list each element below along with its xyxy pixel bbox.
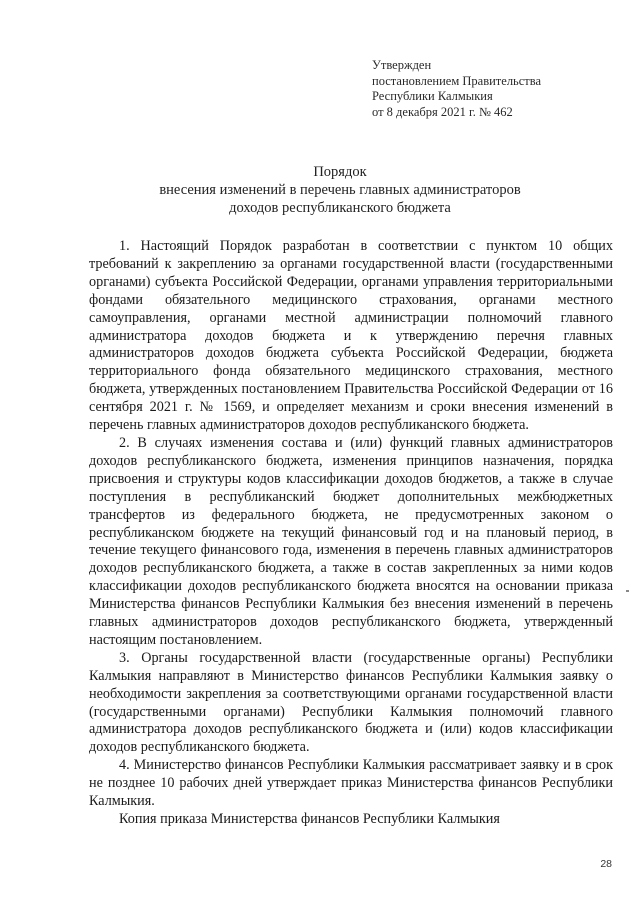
scan-mark xyxy=(626,590,629,592)
title-heading: Порядок xyxy=(313,164,367,180)
document-body xyxy=(89,238,613,829)
paragraph-2: 2. В случаях изменения состава и (или) функций главных администраторов доходов республиканского бюджета, изменения принципов назначения, порядка присвоения и структуры кодов классификации доходов бюджетов, а также в случае поступления в республиканский бюджет дополнительных межбюджетных трансфертов из федерального бюджета, не предусмотренных законом о республиканском бюджете на текущий финансовый год и на плановый период, в течение текущего финансового года, изменения в перечень главных администраторов доходов республиканского бюджета, а также в состав закрепленных за ними кодов классификации доходов республиканского бюджета вносятся на основании приказа Министерства финансов Республики Калмыкия без внесения изменений в перечень главных администраторов доходов республиканского бюджета, утвержденный настоящим постановлением. xyxy=(89,434,613,648)
title-subtitle-line-1: внесения изменений в перечень главных администраторов xyxy=(159,182,521,198)
approval-line-approved: Утвержден xyxy=(372,58,432,72)
paragraph-4: 4. Министерство финансов Республики Калмыкия рассматривает заявку и в срок не позднее 10 рабочих дней утверждает приказ Министерства финансов Республики Калмыкия. xyxy=(89,757,613,810)
approval-line-resolution: постановлением Правительства xyxy=(372,73,542,88)
approval-line-republic: Республики Калмыкия xyxy=(372,89,493,103)
title-subtitle-line-2: доходов республиканского бюджета xyxy=(229,200,451,216)
paragraph-1: 1. Настоящий Порядок разработан в соответствии с пунктом 10 общих требований к закреплению за органами государственной власти (государственными органами) субъекта Российской Федерации, органами управления территориальными фондами обязательного медицинского страхования, органами местного самоуправления, органами местной администрации полномочий главного администратора доходов бюджета и к утверждению перечня главных администраторов доходов бюджета субъекта Российской Федерации, бюджета территориального фонда обязательного медицинского страхования, местного бюджета, утвержденных постановлением Правительства Российской Федерации от 16 сентября 2021 г. № 1569, и определяет механизм и сроки внесения изменений в перечень главных администраторов доходов республиканского бюджета. xyxy=(89,238,613,434)
paragraph-3: 3. Органы государственной власти (государственные органы) Республики Калмыкия направляют в Министерство финансов Республики Калмыкия заявку о необходимости закрепления за соответствующими органами государственной власти (государственными органами) Республики Калмыкия полномочий главного администратора доходов республиканского бюджета и (или) кодов классификации доходов республиканского бюджета. xyxy=(89,649,613,756)
page-number: 28 xyxy=(600,858,612,870)
paragraph-5: Копия приказа Министерства финансов Республики Калмыкия xyxy=(119,811,500,827)
approval-stamp xyxy=(372,58,622,120)
approval-line-date: от 8 декабря 2021 г. № 462 xyxy=(372,104,513,119)
document-title xyxy=(60,163,620,217)
